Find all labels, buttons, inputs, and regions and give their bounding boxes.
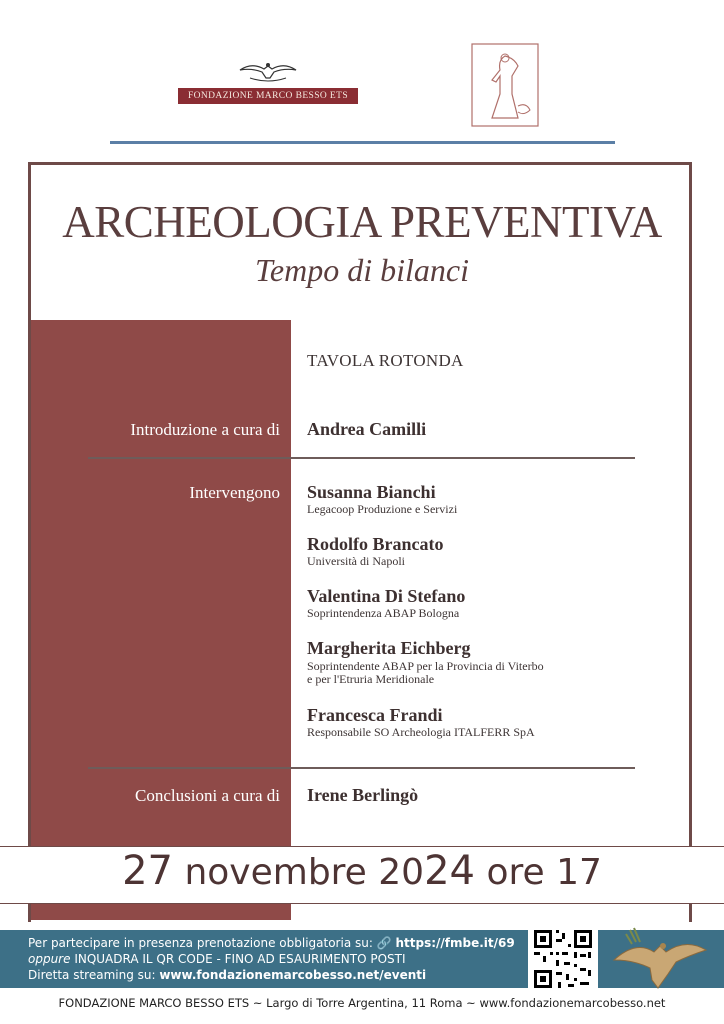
section-divider	[88, 767, 635, 769]
streaming-text: Diretta streaming su:	[28, 968, 160, 982]
speaker-affiliation: Responsabile SO Archeologia ITALFERR SpA	[307, 725, 535, 739]
conclusion-name: Irene Berlingò	[307, 785, 419, 805]
speaker-name: Susanna Bianchi	[307, 482, 436, 502]
date-year-a: 20	[378, 852, 425, 893]
poster-title: ARCHEOLOGIA PREVENTIVA	[62, 197, 662, 247]
speaker-affiliation: Soprintendenza ABAP Bologna	[307, 606, 460, 620]
event-type: TAVOLA ROTONDA	[307, 351, 464, 370]
date-time: ore 17	[475, 852, 602, 893]
event-date	[0, 848, 724, 894]
date-year-b: 24	[424, 848, 475, 894]
booking-line	[28, 936, 515, 950]
poster-subtitle: Tempo di bilanci	[255, 252, 469, 288]
foundation-banner: FONDAZIONE MARCO BESSO ETS	[178, 88, 358, 104]
speakers-label: Intervengono	[189, 483, 280, 502]
conclusion-label: Conclusioni a cura di	[135, 786, 280, 805]
qr-line	[28, 952, 406, 966]
speaker-affiliation: Soprintendente ABAP per la Provincia di Viterbo	[307, 659, 544, 673]
qr-code[interactable]	[528, 924, 598, 994]
speaker-affiliation: e per l'Etruria Meridionale	[307, 672, 435, 686]
left-color-band	[31, 320, 291, 920]
speaker-name: Rodolfo Brancato	[307, 534, 444, 554]
section-divider	[88, 457, 635, 459]
intro-label: Introduzione a cura di	[130, 420, 280, 439]
tutela-emblem-logo	[470, 36, 540, 128]
speaker-affiliation: Legacoop Produzione e Servizi	[307, 502, 458, 516]
eagle-emblem-logo	[236, 58, 300, 84]
speaker-name: Margherita Eichberg	[307, 638, 471, 658]
date-day: 27	[122, 848, 174, 894]
streaming-line	[28, 968, 426, 982]
link-icon: 🔗	[376, 936, 392, 950]
footer-text: FONDAZIONE MARCO BESSO ETS ~ Largo di Torre Argentina, 11 Roma ~ www.fondazionemarcobesso.net	[58, 996, 666, 1010]
header-divider	[110, 141, 615, 144]
speaker-affiliation: Università di Napoli	[307, 554, 405, 568]
qr-line-text: INQUADRA IL QR CODE - FINO AD ESAURIMENTO POSTI	[70, 952, 406, 966]
speaker-name: Valentina Di Stefano	[307, 586, 466, 606]
speaker-name: Francesca Frandi	[307, 705, 443, 725]
booking-text: Per partecipare in presenza prenotazione obbligatoria su:	[28, 936, 377, 950]
booking-link[interactable]: https://fmbe.it/69	[395, 936, 515, 950]
qr-line-italic: oppure	[28, 952, 71, 966]
intro-name: Andrea Camilli	[307, 419, 427, 439]
streaming-link[interactable]: www.fondazionemarcobesso.net/eventi	[159, 968, 427, 982]
bronze-eagle-image	[606, 920, 710, 996]
date-month: novembre	[173, 852, 379, 893]
